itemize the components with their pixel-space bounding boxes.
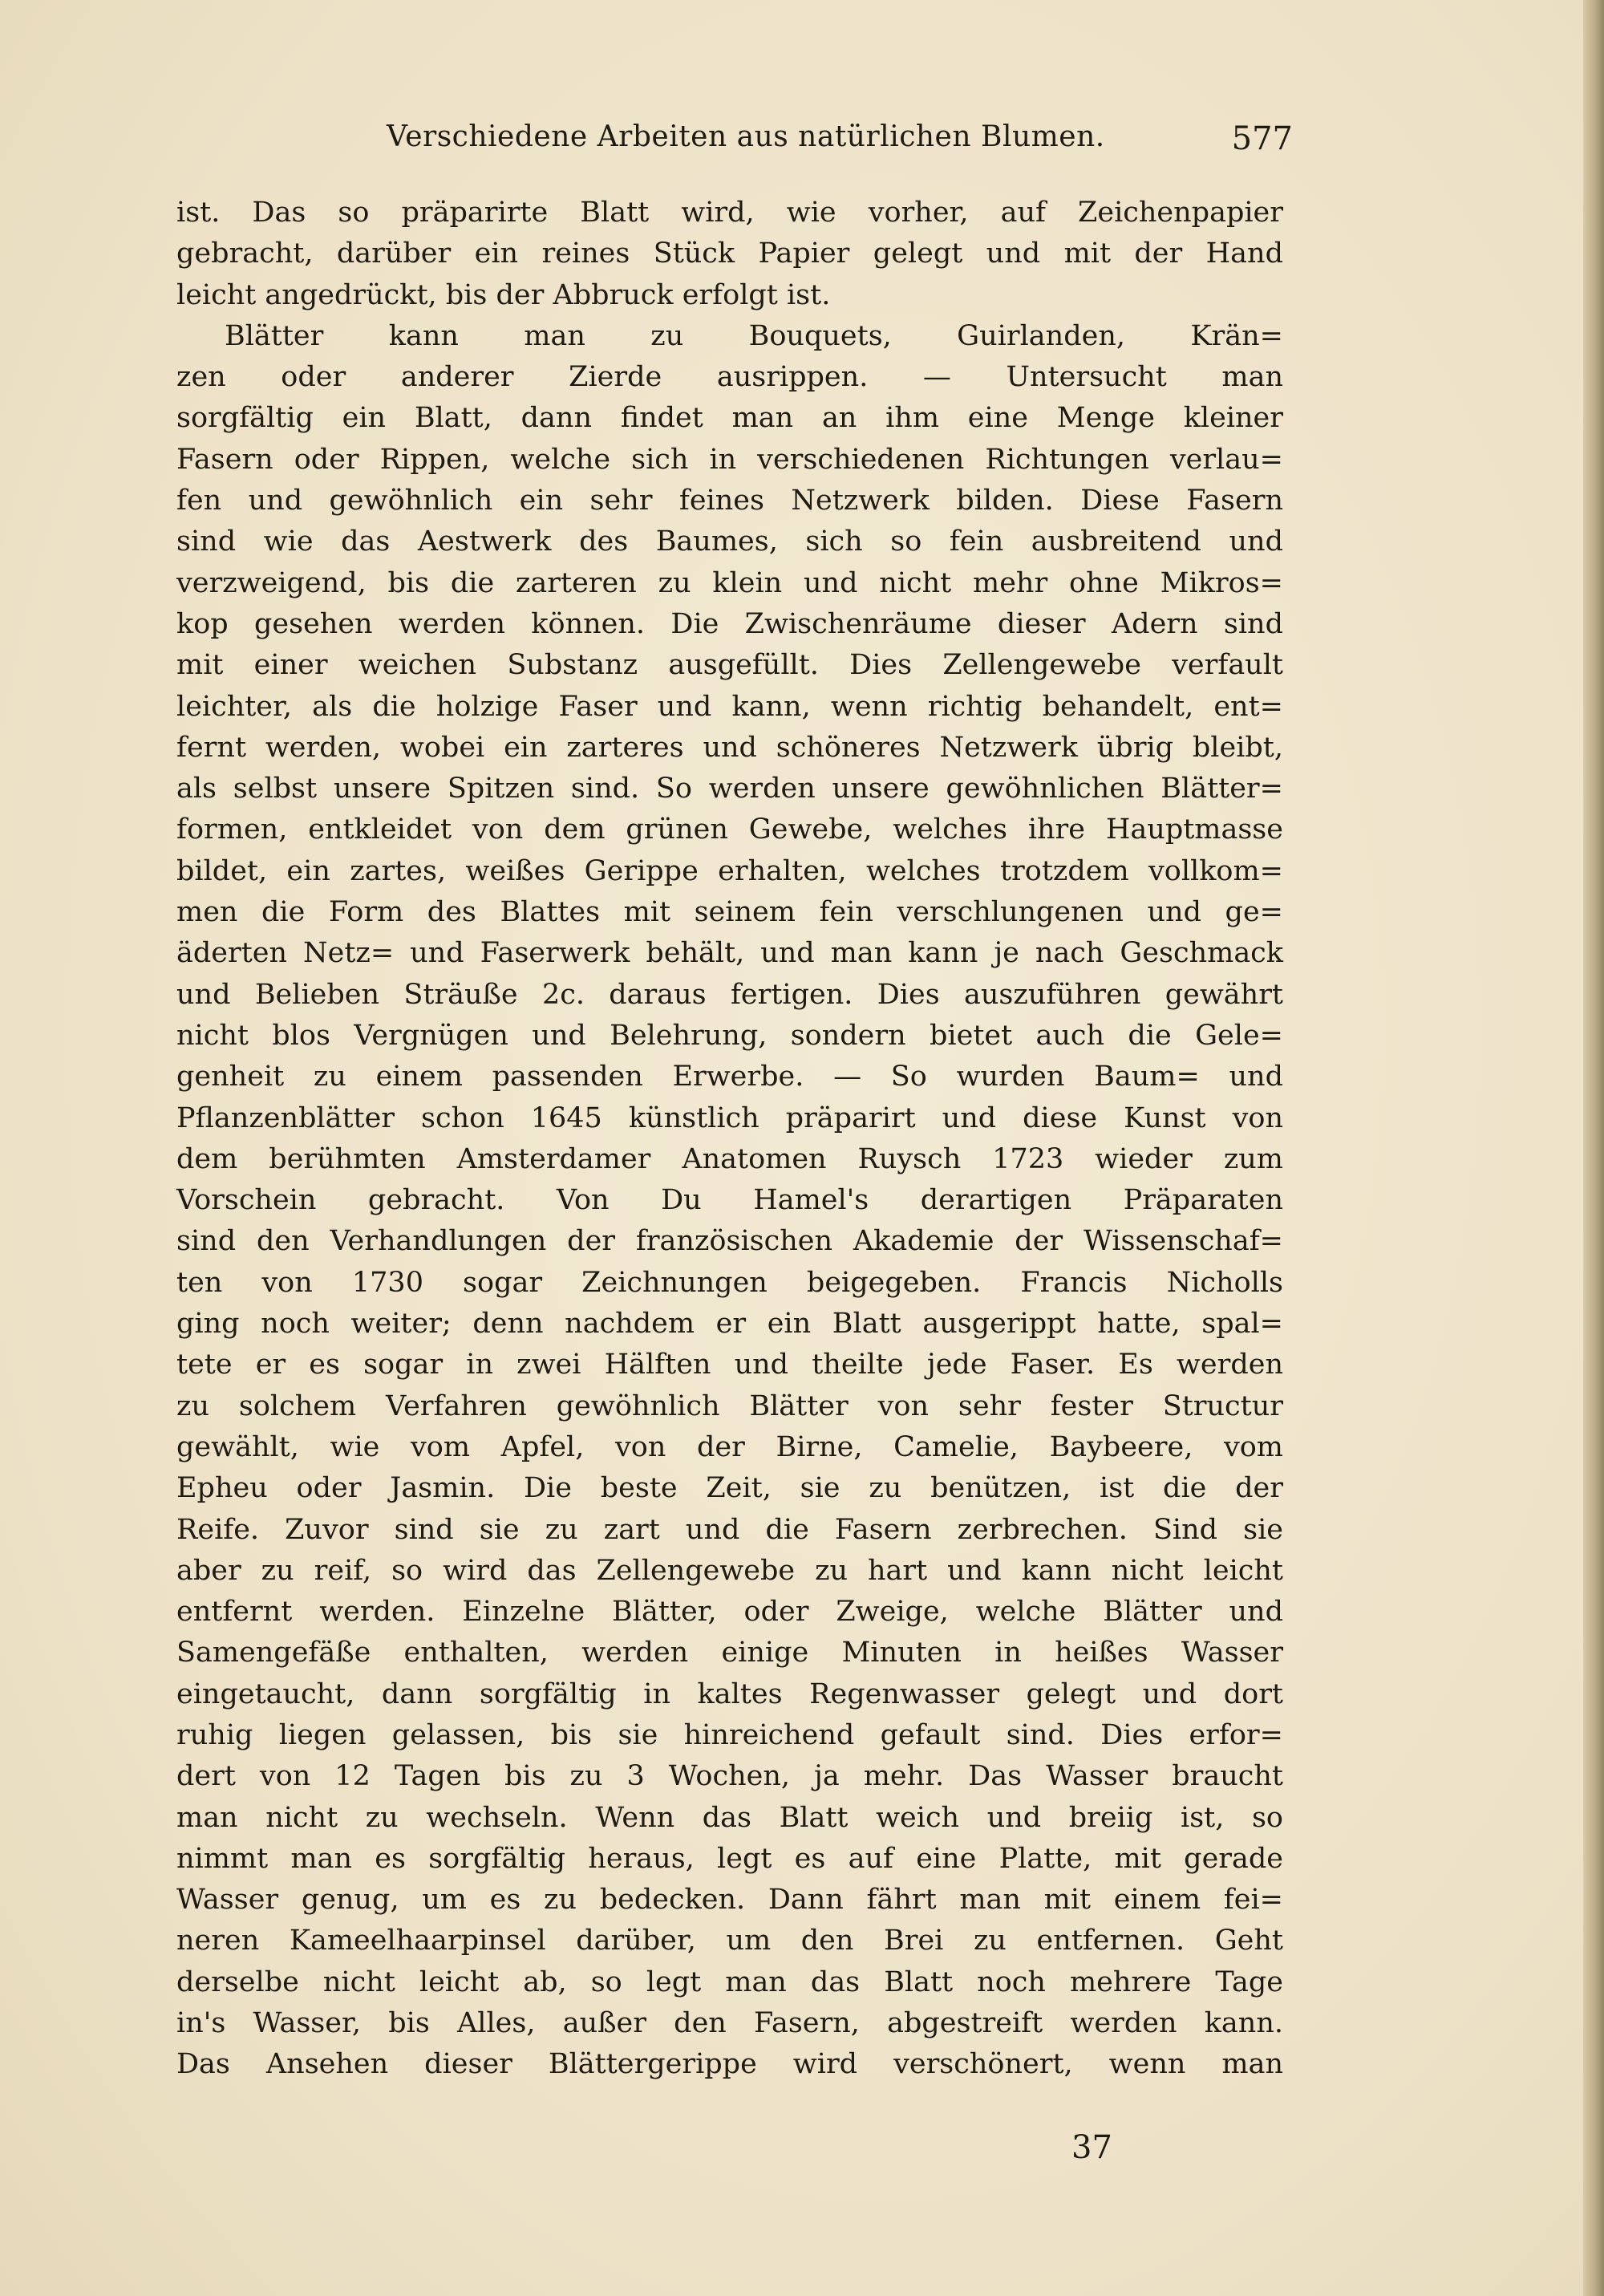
text-line: genheit zu einem passenden Erwerbe. — So wurden Baum= und xyxy=(176,1061,1283,1093)
text-line: bildet, ein zartes, weißes Gerippe erhalten, welches trotzdem vollkom= xyxy=(176,854,1283,887)
text-line: aber zu reif, so wird das Zellengewebe zu hart und kann nicht leicht xyxy=(176,1554,1283,1587)
text-line: kop gesehen werden können. Die Zwischenräume dieser Adern sind xyxy=(176,607,1283,640)
text-line: dert von 12 Tagen bis zu 3 Wochen, ja mehr. Das Wasser braucht xyxy=(176,1760,1283,1793)
text-line: leicht angedrückt, bis der Abbruck erfolgt ist. xyxy=(176,278,831,311)
text-line: Wasser genug, um es zu bedecken. Dann fährt man mit einem fei= xyxy=(176,1884,1283,1917)
text-line: ist. Das so präparirte Blatt wird, wie vorher, auf Zeichenpapier xyxy=(176,197,1283,229)
text-line: sind wie das Aestwerk des Baumes, sich so fein ausbreitend und xyxy=(176,525,1283,558)
text-line: nicht blos Vergnügen und Belehrung, sondern bietet auch die Gele= xyxy=(176,1019,1283,1052)
text-line: Epheu oder Jasmin. Die beste Zeit, sie zu benützen, ist die der xyxy=(176,1472,1283,1505)
text-line: mit einer weichen Substanz ausgefüllt. Dies Zellengewebe verfault xyxy=(176,649,1283,682)
text-line: nimmt man es sorgfältig heraus, legt es auf eine Platte, mit gerade xyxy=(176,1842,1283,1875)
text-line: dem berühmten Amsterdamer Anatomen Ruysch 1723 wieder zum xyxy=(176,1142,1283,1175)
text-line: gebracht, darüber ein reines Stück Papier gelegt und mit der Hand xyxy=(176,237,1283,270)
text-line: man nicht zu wechseln. Wenn das Blatt weich und breiig ist, so xyxy=(176,1801,1283,1834)
text-line: ruhig liegen gelassen, bis sie hinreichend gefault sind. Dies erfor= xyxy=(176,1718,1283,1751)
text-line: zu solchem Verfahren gewöhnlich Blätter von sehr fester Structur xyxy=(176,1389,1283,1422)
page-edge xyxy=(1583,0,1604,2296)
text-line: Das Ansehen dieser Blättergerippe wird verschönert, wenn man xyxy=(176,2048,1283,2081)
text-line: sind den Verhandlungen der französischen Akademie der Wissenschaf= xyxy=(176,1225,1283,1258)
text-line: und Belieben Sträuße 2c. daraus fertigen. Dies auszuführen gewährt xyxy=(176,978,1283,1011)
text-line: Blätter kann man zu Bouquets, Guirlanden, Krän= xyxy=(225,319,1283,352)
running-title: Verschiedene Arbeiten aus natürlichen Blumen. xyxy=(387,120,1105,153)
text-line: Samengefäße enthalten, werden einige Minuten in heißes Wasser xyxy=(176,1637,1283,1669)
text-line: men die Form des Blattes mit seinem fein verschlungenen und ge= xyxy=(176,896,1283,929)
text-line: tete er es sogar in zwei Hälften und theilte jede Faser. Es werden xyxy=(176,1349,1283,1381)
text-line: in's Wasser, bis Alles, außer den Fasern, abgestreift werden kann. xyxy=(176,2007,1283,2040)
text-line: fen und gewöhnlich ein sehr feines Netzwerk bilden. Diese Fasern xyxy=(176,485,1283,517)
text-line: formen, entkleidet von dem grünen Gewebe, welches ihre Hauptmasse xyxy=(176,813,1283,846)
text-line: als selbst unsere Spitzen sind. So werden unsere gewöhnlichen Blätter= xyxy=(176,773,1283,805)
text-line: leichter, als die holzige Faser und kann, wenn richtig behandelt, ent= xyxy=(176,690,1283,723)
text-line: sorgfältig ein Blatt, dann findet man an ihm eine Menge kleiner xyxy=(176,402,1283,435)
text-line: Vorschein gebracht. Von Du Hamel's derartigen Präparaten xyxy=(176,1184,1283,1217)
text-line: entfernt werden. Einzelne Blätter, oder Zweige, welche Blätter und xyxy=(176,1596,1283,1629)
text-line: Reife. Zuvor sind sie zu zart und die Fasern zerbrechen. Sind sie xyxy=(176,1513,1283,1546)
text-line: ten von 1730 sogar Zeichnungen beigegeben. Francis Nicholls xyxy=(176,1266,1283,1299)
text-line: fernt werden, wobei ein zarteres und schöneres Netzwerk übrig bleibt, xyxy=(176,731,1283,764)
text-line: Pflanzenblätter schon 1645 künstlich präparirt und diese Kunst von xyxy=(176,1101,1283,1134)
text-line: neren Kameelhaarpinsel darüber, um den Brei zu entfernen. Geht xyxy=(176,1925,1283,1957)
text-line: äderten Netz= und Faserwerk behält, und man kann je nach Geschmack xyxy=(176,937,1283,970)
text-line: gewählt, wie vom Apfel, von der Birne, Camelie, Baybeere, vom xyxy=(176,1430,1283,1463)
text-line: derselbe nicht leicht ab, so legt man das Blatt noch mehrere Tage xyxy=(176,1965,1283,1998)
body-text xyxy=(176,193,1283,2086)
text-line: eingetaucht, dann sorgfältig in kaltes Regenwasser gelegt und dort xyxy=(176,1677,1283,1710)
page-number: 577 xyxy=(1231,120,1293,157)
signature-mark: 37 xyxy=(1071,2129,1112,2166)
text-line: verzweigend, bis die zarteren zu klein und nicht mehr ohne Mikros= xyxy=(176,566,1283,599)
text-line: ging noch weiter; denn nachdem er ein Blatt ausgerippt hatte, spal= xyxy=(176,1308,1283,1341)
text-line: zen oder anderer Zierde ausrippen. — Untersucht man xyxy=(176,361,1283,394)
text-line: Fasern oder Rippen, welche sich in verschiedenen Richtungen verlau= xyxy=(176,443,1283,476)
page-header xyxy=(186,120,1293,168)
